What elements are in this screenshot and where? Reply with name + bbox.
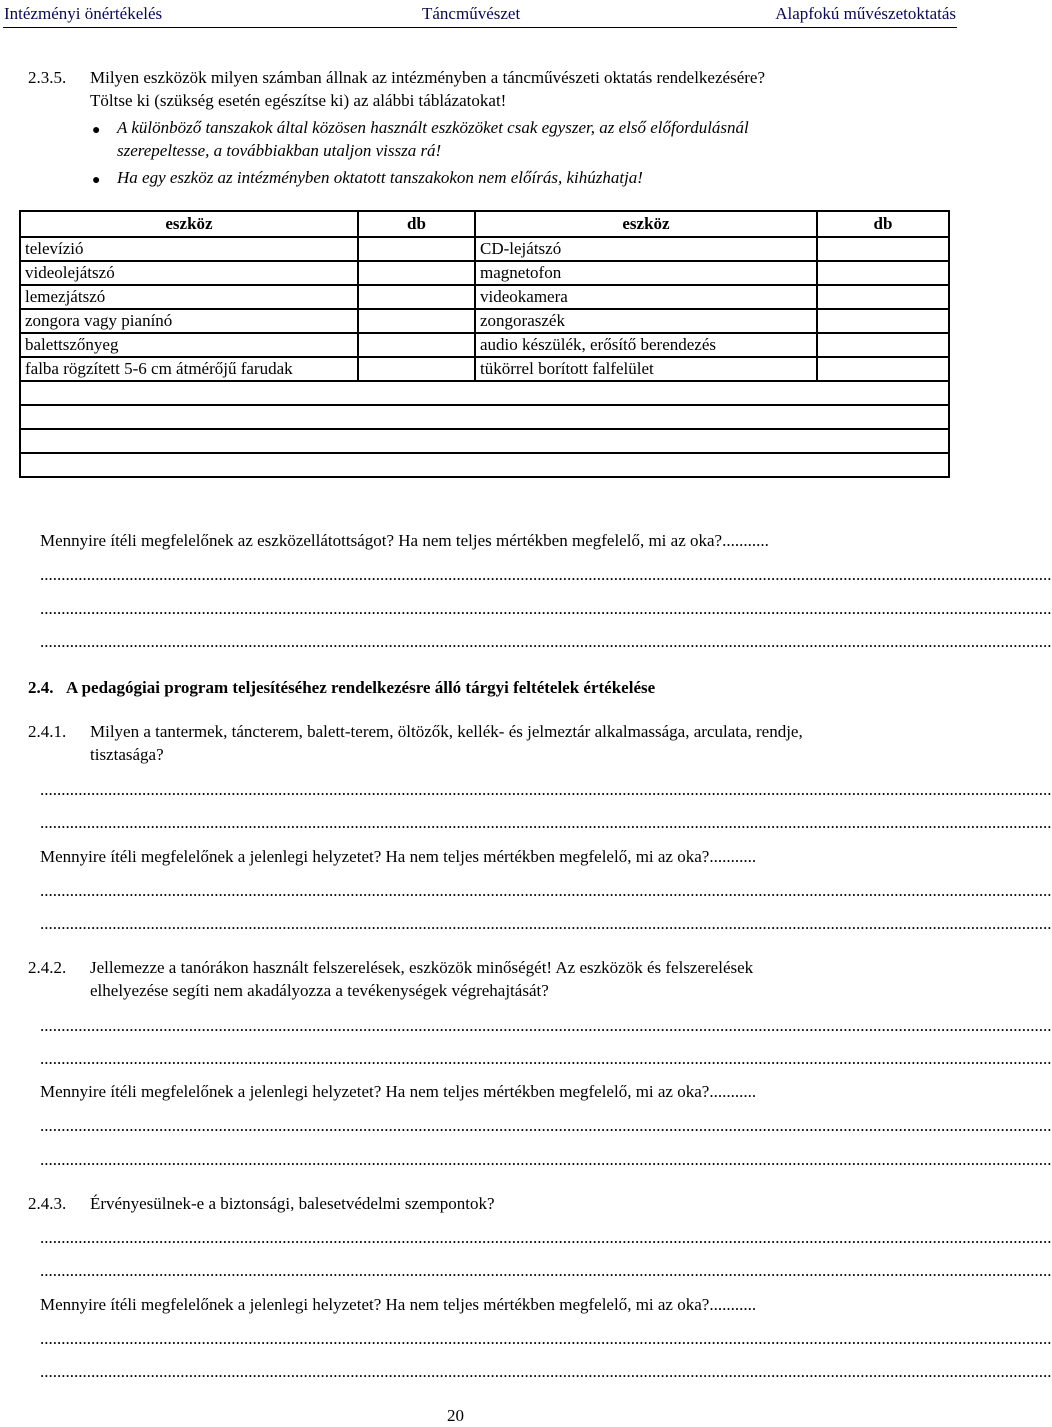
answer-line[interactable]: .............................................................................................................................................................................................................................................. [40, 1228, 1052, 1247]
q235-bullet-2: Ha egy eszköz az intézményben oktatott tanszakokon nem előírás, kihúzhatja! [117, 168, 643, 187]
answer-line[interactable]: .............................................................................................................................................................................................................................................. [40, 1049, 1052, 1068]
col-header-db: db [358, 211, 475, 237]
q242-number: 2.4.2. [28, 958, 67, 977]
cell[interactable]: televízió [20, 237, 358, 261]
col-header-db-2: db [817, 211, 949, 237]
cell[interactable] [358, 309, 475, 333]
answer-line[interactable]: .............................................................................................................................................................................................................................................. [40, 881, 1052, 900]
cell[interactable]: zongora vagy pianínó [20, 309, 358, 333]
table-row [20, 309, 949, 333]
cell[interactable] [358, 261, 475, 285]
cell[interactable]: audio készülék, erősítő berendezés [475, 333, 817, 357]
answer-line[interactable]: .............................................................................................................................................................................................................................................. [40, 565, 1052, 584]
q235-followup: Mennyire ítéli megfelelőnek az eszközellátottságot? Ha nem teljes mértékben megfelelő, mi az oka?........... [40, 531, 769, 550]
q242-followup: Mennyire ítéli megfelelőnek a jelenlegi helyzetet? Ha nem teljes mértékben megfelelő, mi az oka?........... [40, 1082, 757, 1101]
q243-number: 2.4.3. [28, 1194, 67, 1213]
q243-followup: Mennyire ítéli megfelelőnek a jelenlegi helyzetet? Ha nem teljes mértékben megfelelő, mi az oka?........... [40, 1295, 757, 1314]
q241-text-1: Milyen a tantermek, táncterem, balett-terem, öltözők, kellék- és jelmeztár alkalmassága, arculata, rendje, [90, 722, 803, 741]
table-header-row [20, 211, 949, 237]
answer-line[interactable]: .............................................................................................................................................................................................................................................. [40, 914, 1052, 933]
cell[interactable] [817, 237, 949, 261]
header-right: Alapfokú művészetoktatás [775, 4, 956, 23]
cell[interactable]: CD-lejátszó [475, 237, 817, 261]
cell[interactable] [817, 261, 949, 285]
answer-line[interactable]: .............................................................................................................................................................................................................................................. [40, 1362, 1052, 1381]
cell[interactable] [20, 453, 949, 477]
answer-line[interactable]: .............................................................................................................................................................................................................................................. [40, 780, 1052, 799]
col-header-eszkoz-2: eszköz [475, 211, 817, 237]
bullet-icon: ● [92, 123, 101, 138]
cell[interactable]: balettszőnyeg [20, 333, 358, 357]
q235-text-1: Milyen eszközök milyen számban állnak az intézményben a táncművészeti oktatás rendelkezésére? [90, 68, 765, 87]
section-number: 2.4. [28, 678, 54, 697]
cell[interactable] [358, 285, 475, 309]
cell[interactable] [358, 237, 475, 261]
header-left: Intézményi önértékelés [4, 4, 163, 23]
cell[interactable] [20, 405, 949, 429]
answer-line[interactable]: .............................................................................................................................................................................................................................................. [40, 1261, 1052, 1280]
q241-followup: Mennyire ítéli megfelelőnek a jelenlegi helyzetet? Ha nem teljes mértékben megfelelő, mi az oka?........... [40, 847, 757, 866]
cell[interactable]: lemezjátszó [20, 285, 358, 309]
answer-line[interactable]: .............................................................................................................................................................................................................................................. [40, 1150, 1052, 1169]
header-center: Táncművészet [422, 4, 521, 23]
q235-bullet-1b: szerepeltesse, a továbbiakban utaljon vissza rá! [117, 141, 442, 160]
q242-text-1: Jellemezze a tanórákon használt felszerelések, eszközök minőségét! Az eszközök és felszerelések [90, 958, 754, 977]
cell[interactable]: videolejátszó [20, 261, 358, 285]
col-header-eszkoz: eszköz [20, 211, 358, 237]
page-number: 20 [447, 1406, 464, 1425]
answer-line[interactable]: .............................................................................................................................................................................................................................................. [40, 1116, 1052, 1135]
cell[interactable] [817, 357, 949, 381]
table-row [20, 429, 949, 453]
table-row [20, 453, 949, 477]
answer-line[interactable]: .............................................................................................................................................................................................................................................. [40, 632, 1052, 651]
cell[interactable]: zongoraszék [475, 309, 817, 333]
page-header [0, 0, 960, 26]
cell[interactable] [817, 285, 949, 309]
answer-line[interactable]: .............................................................................................................................................................................................................................................. [40, 599, 1052, 618]
bullet-icon: ● [92, 173, 101, 188]
q235-text-2: Töltse ki (szükség esetén egészítse ki) az alábbi táblázatokat! [90, 91, 507, 110]
equipment-table [19, 210, 950, 478]
cell[interactable]: magnetofon [475, 261, 817, 285]
answer-line[interactable]: .............................................................................................................................................................................................................................................. [40, 813, 1052, 832]
q242-text-2: elhelyezése segíti nem akadályozza a tevékenységek végrehajtását? [90, 981, 549, 1000]
q241-number: 2.4.1. [28, 722, 67, 741]
table-row [20, 381, 949, 405]
cell[interactable] [817, 333, 949, 357]
table-row [20, 357, 949, 381]
answer-line[interactable]: .............................................................................................................................................................................................................................................. [40, 1016, 1052, 1035]
q243-text-1: Érvényesülnek-e a biztonsági, balesetvédelmi szempontok? [90, 1194, 495, 1213]
cell[interactable] [358, 357, 475, 381]
header-divider [3, 27, 957, 28]
cell[interactable] [20, 429, 949, 453]
table-row [20, 333, 949, 357]
section-title: A pedagógiai program teljesítéséhez rendelkezésre álló tárgyi feltételek értékelése [66, 678, 656, 697]
table-row [20, 285, 949, 309]
cell[interactable]: videokamera [475, 285, 817, 309]
q241-text-2: tisztasága? [90, 745, 164, 764]
cell[interactable] [358, 333, 475, 357]
cell[interactable]: falba rögzített 5-6 cm átmérőjű farudak [20, 357, 358, 381]
table-row [20, 261, 949, 285]
table-row [20, 237, 949, 261]
cell[interactable]: tükörrel borított falfelület [475, 357, 817, 381]
table-row [20, 405, 949, 429]
q235-bullet-1a: A különböző tanszakok által közösen használt eszközöket csak egyszer, az első előfordulásnál [117, 118, 749, 137]
cell[interactable] [817, 309, 949, 333]
answer-line[interactable]: .............................................................................................................................................................................................................................................. [40, 1329, 1052, 1348]
cell[interactable] [20, 381, 949, 405]
q235-number: 2.3.5. [28, 68, 67, 87]
